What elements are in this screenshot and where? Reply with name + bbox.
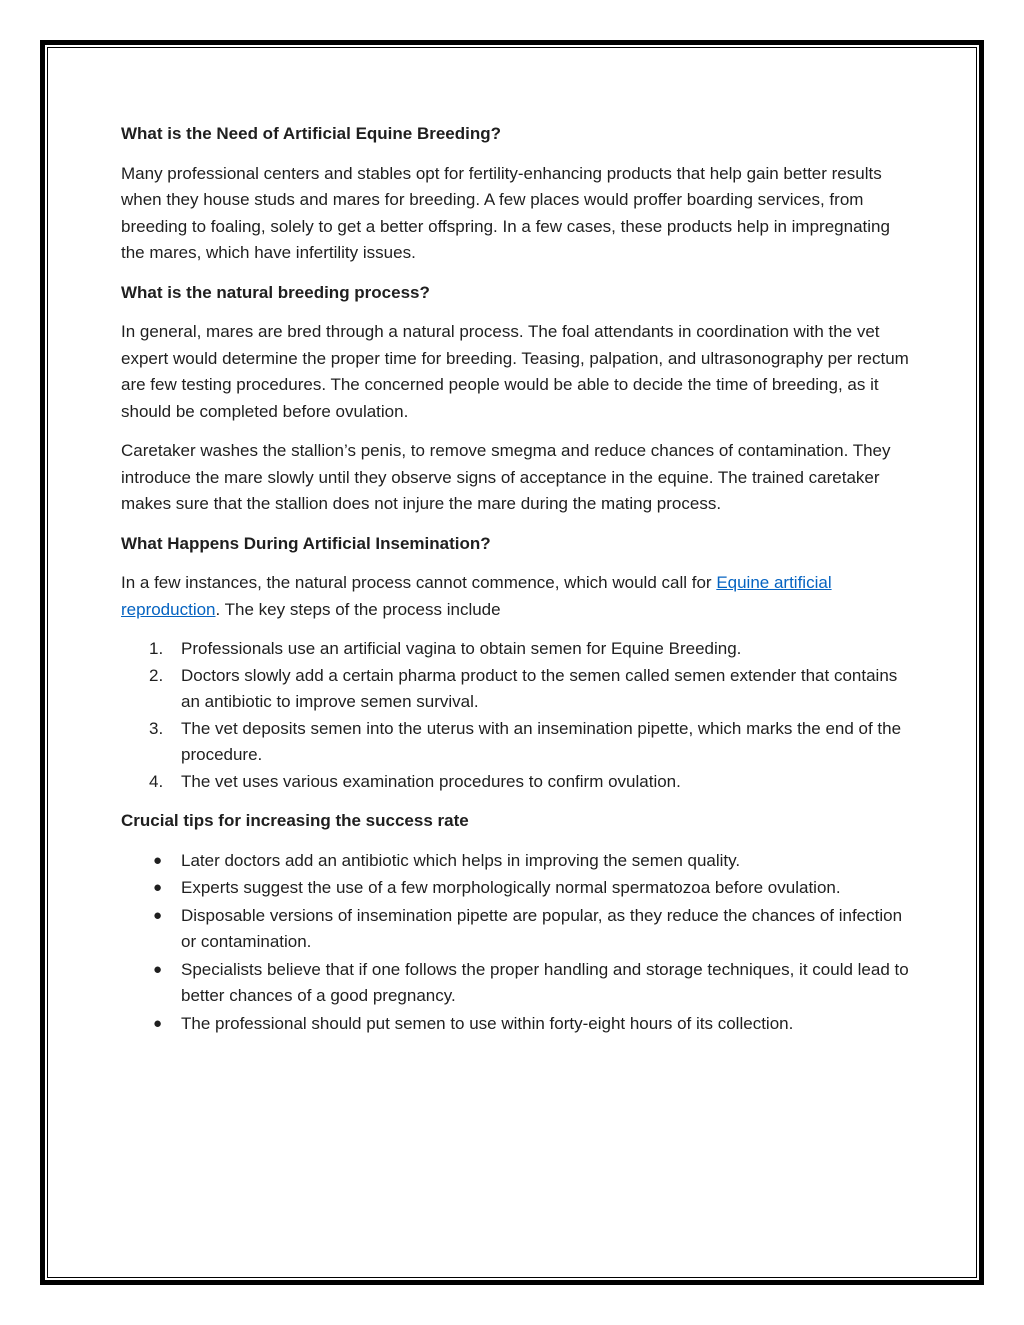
list-item-number: 1. xyxy=(149,639,164,658)
paragraph-text-after-link: . The key steps of the process include xyxy=(215,599,501,619)
list-item xyxy=(121,1011,911,1038)
heading-need-artificial-breeding: What is the Need of Artificial Equine Breeding? xyxy=(121,124,502,143)
paragraph-text-before-link: In a few instances, the natural process cannot commence, which would call for xyxy=(121,573,717,592)
list-item-text: Doctors slowly add a certain pharma product to the semen called semen extender that contains an antibiotic to improve semen survival. xyxy=(181,665,898,711)
bullet-icon: ● xyxy=(153,906,163,924)
paragraph-artificial-insemination xyxy=(121,570,911,623)
list-item xyxy=(121,875,911,902)
list-item xyxy=(121,903,911,956)
list-item-text: Specialists believe that if one follows the proper handling and storage techniques, it could lead to better chances of a good pregnancy. xyxy=(181,959,909,1005)
heading-artificial-insemination: What Happens During Artificial Insemination? xyxy=(121,533,491,553)
list-item xyxy=(121,769,911,796)
bullet-icon: ● xyxy=(153,1014,163,1032)
list-item-text: The vet uses various examination procedures to confirm ovulation. xyxy=(181,771,681,791)
heading-success-tips: Crucial tips for increasing the success rate xyxy=(121,811,469,830)
list-item xyxy=(121,957,911,1010)
bullet-icon: ● xyxy=(153,960,163,978)
list-item-text: Professionals use an artificial vagina to obtain semen for Equine Breeding. xyxy=(181,639,742,658)
list-item-number: 2. xyxy=(149,665,164,685)
paragraph-caretaker: Caretaker washes the stallion’s penis, to remove smegma and reduce chances of contamination. They introduce the mare slowly until they observe signs of acceptance in the equine. The trained caretaker makes sure that the stallion does not injure the mare during the mating process. xyxy=(121,441,891,513)
paragraph-natural-breeding: In general, mares are bred through a natural process. The foal attendants in coordination with the vet expert would determine the proper time for breeding. Teasing, palpation, and ultrasonography per rectum are few testing procedures. The concerned people would be able to decide the time of breeding, as it should be completed before ovulation. xyxy=(121,322,909,421)
list-item xyxy=(121,663,911,716)
list-item xyxy=(121,848,911,875)
bullet-icon: ● xyxy=(153,879,163,896)
list-item-number: 3. xyxy=(149,718,164,738)
document-body xyxy=(121,121,911,1050)
paragraph-need-artificial-breeding: Many professional centers and stables opt for fertility-enhancing products that help gain better results when they house studs and mares for breeding. A few places would proffer boarding services, from breeding to foaling, solely to get a better offspring. In a few cases, these products help in impregnating the mares, which have infertility issues. xyxy=(121,163,890,262)
list-item-text: The professional should put semen to use within forty-eight hours of its collection. xyxy=(181,1013,794,1033)
list-item-text: Experts suggest the use of a few morphologically normal spermatozoa before ovulation. xyxy=(181,878,841,897)
list-item-text: Later doctors add an antibiotic which helps in improving the semen quality. xyxy=(181,850,741,870)
list-item-text: Disposable versions of insemination pipette are popular, as they reduce the chances of infection or contamination. xyxy=(181,905,903,951)
equine-artificial-reproduction-link[interactable]: Equine artificial reproduction xyxy=(121,573,832,619)
list-item-text: The vet deposits semen into the uterus with an insemination pipette, which marks the end of the procedure. xyxy=(181,718,902,764)
tips-list xyxy=(121,848,911,1038)
list-item xyxy=(121,716,911,769)
heading-natural-breeding: What is the natural breeding process? xyxy=(121,282,430,302)
list-item xyxy=(121,636,911,663)
list-item-number: 4. xyxy=(149,771,164,791)
bullet-icon: ● xyxy=(153,851,163,869)
process-steps-list xyxy=(121,636,911,795)
